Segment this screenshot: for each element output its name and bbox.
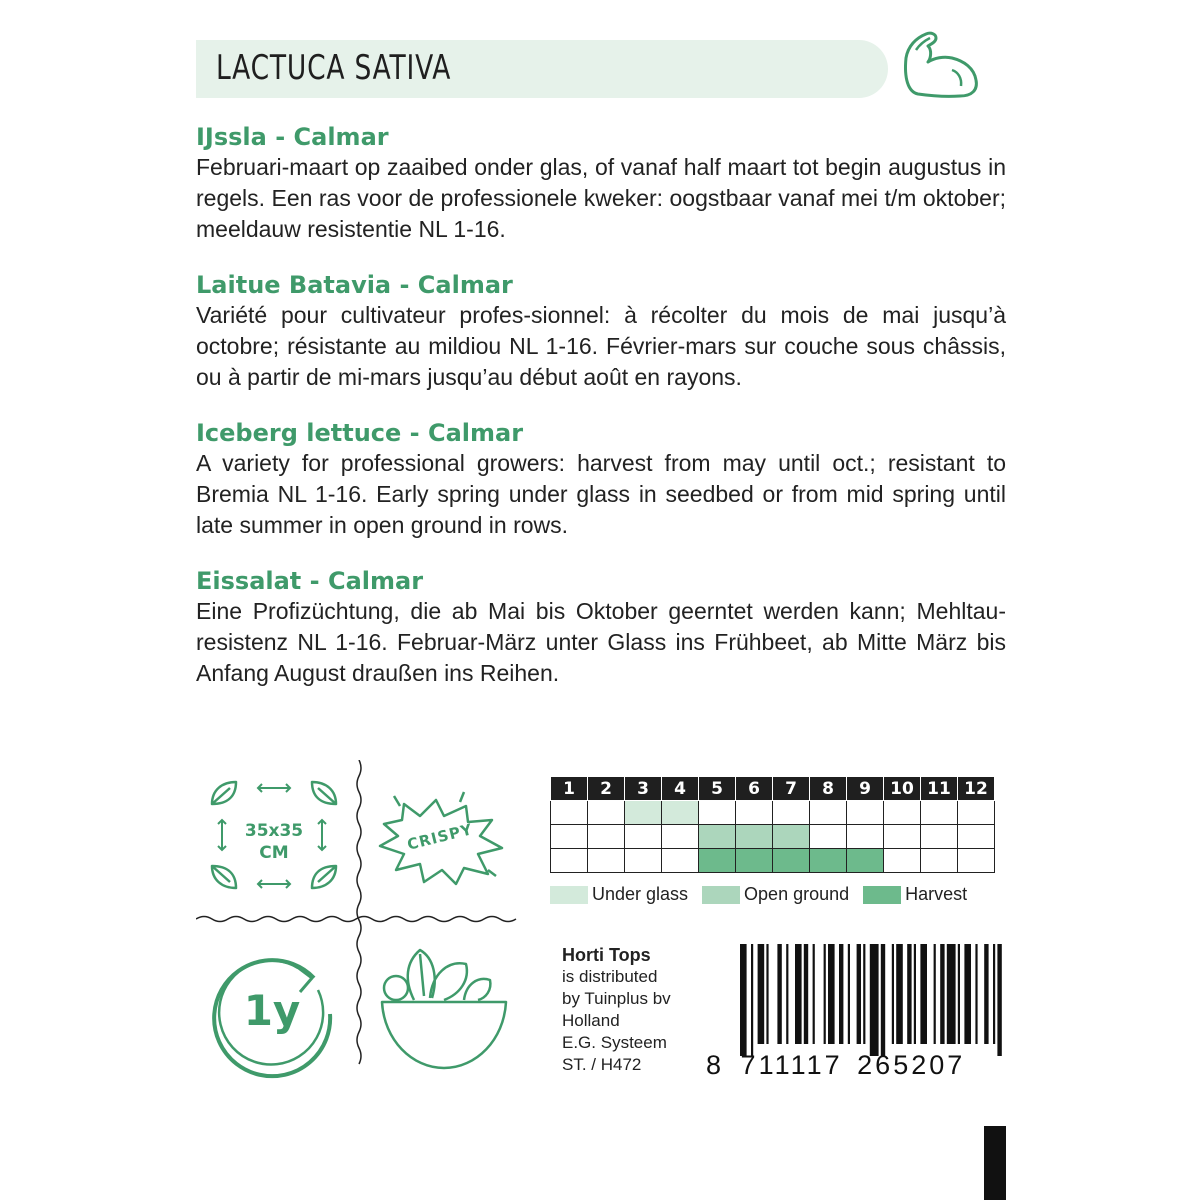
calendar-cell bbox=[884, 849, 921, 873]
section-title: IJssla - Calmar bbox=[196, 123, 389, 151]
calendar-cell bbox=[810, 825, 847, 849]
distributor-line: E.G. Systeem bbox=[562, 1033, 667, 1052]
barcode-bar bbox=[947, 944, 956, 1044]
legend-swatch-open-ground bbox=[702, 886, 740, 904]
lifespan-label: 1y bbox=[243, 986, 301, 1035]
species-title: LACTUCA SATIVA bbox=[216, 48, 452, 88]
barcode-bar bbox=[848, 944, 850, 1044]
barcode-bar bbox=[907, 944, 911, 1044]
barcode-digit-first: 8 bbox=[706, 1050, 725, 1080]
wavy-horizontal-divider bbox=[196, 912, 521, 926]
calendar-cell bbox=[551, 849, 588, 873]
calendar-cell bbox=[736, 825, 773, 849]
barcode-bar bbox=[863, 944, 865, 1044]
calendar-cell bbox=[662, 801, 699, 825]
calendar-cell bbox=[588, 825, 625, 849]
calendar-cell bbox=[884, 825, 921, 849]
edge-mark bbox=[984, 1126, 1006, 1200]
calendar-cell bbox=[699, 801, 736, 825]
barcode-bar bbox=[786, 944, 788, 1044]
calendar-cell bbox=[921, 849, 958, 873]
month-header: 3 bbox=[625, 777, 662, 801]
distributor-line: Holland bbox=[562, 1011, 620, 1030]
calendar-cell bbox=[847, 825, 884, 849]
section-dutch bbox=[196, 122, 1006, 245]
month-header: 12 bbox=[958, 777, 995, 801]
barcode-bar bbox=[975, 944, 977, 1044]
barcode-bar bbox=[813, 944, 815, 1044]
legend-label: Harvest bbox=[905, 884, 968, 904]
calendar-row-open-ground bbox=[551, 825, 995, 849]
legend-swatch-under-glass bbox=[550, 886, 588, 904]
barcode-bar bbox=[914, 944, 916, 1044]
calendar-cell bbox=[551, 825, 588, 849]
calendar-cell bbox=[958, 825, 995, 849]
calendar-row-under-glass bbox=[551, 801, 995, 825]
calendar-cell bbox=[773, 825, 810, 849]
barcode-bar bbox=[940, 944, 944, 1044]
barcode-bar bbox=[997, 944, 1001, 1056]
section-text: Eine Profizüchtung, die ab Mai bis Oktober geerntet werden kann; Mehltau-resistenz NL 1-16. Februar-März unter Glass ins Frühbeet, ab Mitte März bis Anfang August draußen ins Reihen. bbox=[196, 598, 1006, 686]
calendar-cell bbox=[625, 801, 662, 825]
calendar-cell bbox=[884, 801, 921, 825]
calendar-cell bbox=[625, 825, 662, 849]
barcode-bar bbox=[993, 944, 995, 1044]
calendar-cell bbox=[958, 801, 995, 825]
leaf-spacing-icon bbox=[204, 770, 344, 900]
brand-name: Horti Tops bbox=[562, 945, 651, 965]
barcode-bar bbox=[857, 944, 861, 1044]
barcode-bar bbox=[758, 944, 765, 1044]
barcode-bar bbox=[870, 944, 879, 1056]
barcode-bar bbox=[964, 944, 971, 1044]
calendar-cell bbox=[773, 849, 810, 873]
calendar-cell bbox=[625, 849, 662, 873]
distributor-line: is distributed bbox=[562, 967, 658, 986]
barcode-bar bbox=[824, 944, 826, 1044]
section-english bbox=[196, 418, 1006, 541]
section-title: Laitue Batavia - Calmar bbox=[196, 271, 513, 299]
barcode-bar bbox=[934, 944, 936, 1044]
section-text: Variété pour cultivateur profes-sionnel: à récolter du mois de mai jusqu’à octobre; résistante au mildiou NL 1-16. Février-mars sur couche sous châssis, ou à partir de mi-mars jusqu’au début août en rayons. bbox=[196, 302, 1006, 390]
section-text: Februari-maart op zaaibed onder glas, of vanaf half maart tot begin augustus in regels. Een ras voor de professionele kweker: oogstbaar vanaf mei t/m oktober; meeldauw resistentie NL 1-16. bbox=[196, 154, 1006, 242]
barcode-bar bbox=[804, 944, 808, 1044]
barcode-bar bbox=[958, 944, 960, 1044]
section-french bbox=[196, 270, 1006, 393]
month-header: 10 bbox=[884, 777, 921, 801]
barcode-digits-left: 711117 bbox=[740, 1050, 843, 1080]
legend-swatch-harvest bbox=[863, 886, 901, 904]
calendar-cell bbox=[921, 825, 958, 849]
calendar-cell bbox=[847, 801, 884, 825]
salad-bowl-icon bbox=[374, 940, 514, 1076]
calendar-cell bbox=[699, 849, 736, 873]
calendar-cell bbox=[662, 849, 699, 873]
month-header: 8 bbox=[810, 777, 847, 801]
calendar-cell bbox=[847, 849, 884, 873]
calendar-cell bbox=[662, 825, 699, 849]
barcode-bar bbox=[795, 944, 802, 1044]
barcode-bar bbox=[984, 944, 988, 1044]
section-german bbox=[196, 566, 1006, 689]
section-text: A variety for professional growers: harvest from may until oct.; resistant to Bremia NL 1-16. Early spring under glass in seedbed or from mid spring until late summer in open ground in rows. bbox=[196, 450, 1006, 538]
legend-label: Open ground bbox=[744, 884, 850, 904]
calendar-cell bbox=[921, 801, 958, 825]
month-header: 11 bbox=[921, 777, 958, 801]
month-header: 4 bbox=[662, 777, 699, 801]
barcode-bar bbox=[839, 944, 843, 1044]
calendar-cell bbox=[551, 801, 588, 825]
distributor-info bbox=[562, 944, 671, 1076]
spacing-label: 35x35 bbox=[244, 821, 304, 841]
barcode-digits-right: 265207 bbox=[857, 1050, 966, 1080]
calendar-cell bbox=[588, 801, 625, 825]
barcode-bar bbox=[881, 944, 885, 1056]
month-header: 7 bbox=[773, 777, 810, 801]
month-header: 5 bbox=[699, 777, 736, 801]
month-header: 1 bbox=[551, 777, 588, 801]
sowing-calendar bbox=[550, 776, 995, 873]
section-title: Iceberg lettuce - Calmar bbox=[196, 419, 524, 447]
distributor-line: ST. / H472 bbox=[562, 1055, 642, 1074]
barcode-bar bbox=[740, 944, 747, 1056]
month-header: 6 bbox=[736, 777, 773, 801]
cycle-icon bbox=[206, 948, 338, 1080]
calendar-cell bbox=[810, 801, 847, 825]
month-header: 2 bbox=[588, 777, 625, 801]
section-title: Eissalat - Calmar bbox=[196, 567, 424, 595]
barcode-bar bbox=[828, 944, 835, 1044]
calendar-row-harvest bbox=[551, 849, 995, 873]
calendar-cell bbox=[958, 849, 995, 873]
calendar-cell bbox=[773, 801, 810, 825]
muscle-arm-icon bbox=[898, 28, 984, 100]
calendar-cell bbox=[810, 849, 847, 873]
crispy-label: CRISPY bbox=[405, 820, 475, 854]
spacing-unit-label: CM bbox=[259, 843, 289, 863]
barcode-bar bbox=[777, 944, 781, 1044]
calendar-legend bbox=[550, 884, 981, 905]
barcode-bar bbox=[920, 944, 927, 1044]
barcode-bar bbox=[751, 944, 753, 1056]
barcode bbox=[706, 944, 1006, 1084]
calendar-cell bbox=[699, 825, 736, 849]
distributor-line: by Tuinplus bv bbox=[562, 989, 671, 1008]
crispy-burst-icon bbox=[370, 790, 510, 890]
barcode-bar bbox=[892, 944, 894, 1044]
barcode-bars bbox=[706, 944, 1006, 1056]
calendar-cell bbox=[736, 849, 773, 873]
legend-label: Under glass bbox=[592, 884, 689, 904]
calendar-header-row bbox=[551, 777, 995, 801]
month-header: 9 bbox=[847, 777, 884, 801]
calendar-cell bbox=[736, 801, 773, 825]
calendar-cell bbox=[588, 849, 625, 873]
header-banner bbox=[196, 40, 888, 98]
barcode-bar bbox=[766, 944, 768, 1044]
barcode-bar bbox=[896, 944, 903, 1044]
